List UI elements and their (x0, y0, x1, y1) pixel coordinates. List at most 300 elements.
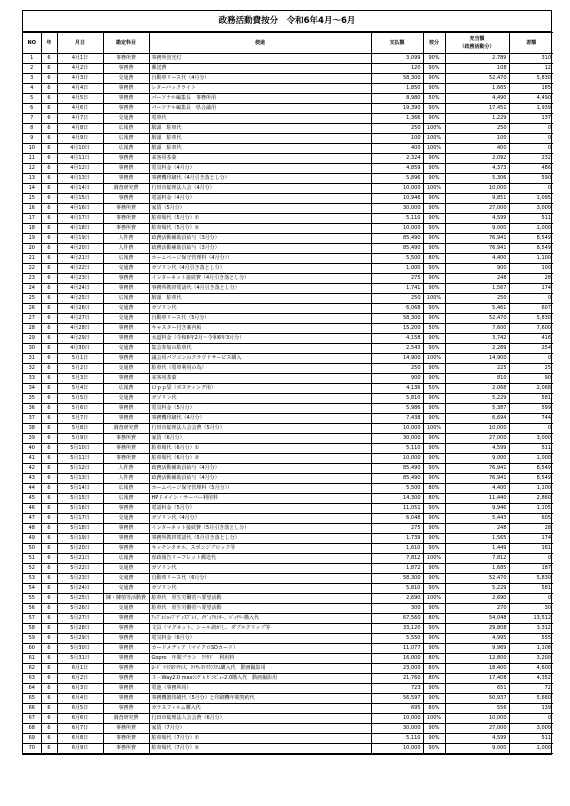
cell-date: 4月3日 (57, 74, 103, 84)
cell-amount: 4,158 (371, 334, 423, 344)
table-row (23, 444, 553, 454)
cell-amount: 10,946 (371, 194, 423, 204)
cell-difference: 4,490 (509, 94, 553, 104)
cell-account: 事務費 (103, 354, 149, 364)
cell-year: 6 (41, 154, 57, 164)
cell-purpose: 政務活動補助員給与（3月分） (149, 244, 371, 254)
cell-allocated: 4,490 (445, 94, 509, 104)
cell-allocated: 27,000 (445, 724, 509, 734)
cell-allocated: 4,599 (445, 734, 509, 744)
cell-allocated: 17,451 (445, 104, 509, 114)
cell-difference: 0 (509, 424, 553, 434)
cell-date: 6月8日 (57, 734, 103, 744)
cell-amount: 2,324 (371, 154, 423, 164)
cell-year: 6 (41, 274, 57, 284)
cell-purpose: インターネット接続費（4月引き落とし分） (149, 274, 371, 284)
cell-year: 6 (41, 484, 57, 494)
cell-allocated: 5,306 (445, 174, 509, 184)
table-row (23, 324, 553, 334)
cell-purpose: ガラスフィルム購入代 (149, 704, 371, 714)
cell-ratio: 90% (423, 604, 445, 614)
cell-ratio: 90% (423, 584, 445, 594)
table-row (23, 504, 553, 514)
cell-date: 5月30日 (57, 644, 103, 654)
cell-allocated: 76,941 (445, 474, 509, 484)
cell-year: 6 (41, 644, 57, 654)
cell-ratio: 90% (423, 74, 445, 84)
cell-no: 54 (23, 584, 41, 594)
cell-no: 33 (23, 374, 41, 384)
cell-no: 35 (23, 394, 41, 404)
cell-no: 56 (23, 604, 41, 614)
cell-amount: 10,000 (371, 424, 423, 434)
cell-purpose: 郵送費 (149, 64, 371, 74)
cell-purpose: ガソリン代 (149, 564, 371, 574)
cell-allocated: 29,808 (445, 624, 509, 634)
cell-difference: 1,100 (509, 254, 553, 264)
cell-no: 34 (23, 384, 41, 394)
cell-difference: 5,830 (509, 314, 553, 324)
cell-amount: 1,850 (371, 84, 423, 94)
cell-purpose: ガソリン代（4月分） (149, 514, 371, 524)
table-row (23, 224, 553, 234)
cell-no: 38 (23, 424, 41, 434)
cell-ratio: 90% (423, 214, 445, 224)
cell-ratio: 90% (423, 634, 445, 644)
cell-allocated: 556 (445, 704, 509, 714)
cell-purpose: HPドメイン・サーバー利用料 (149, 494, 371, 504)
cell-purpose: 行田市総理法人会会費（5月分） (149, 424, 371, 434)
cell-amount: 250 (371, 124, 423, 134)
table-row (23, 484, 553, 494)
table-row (23, 314, 553, 324)
cell-ratio: 80% (423, 614, 445, 624)
cell-account: 交通費 (103, 584, 149, 594)
cell-year: 6 (41, 564, 57, 574)
cell-ratio: 100% (423, 184, 445, 194)
table-row (23, 434, 553, 444)
cell-ratio: 100% (423, 424, 445, 434)
cell-ratio: 100% (423, 144, 445, 154)
cell-difference: 139 (509, 704, 553, 714)
cell-difference: 28 (509, 274, 553, 284)
cell-purpose: 駅頭 駐車代 (149, 294, 371, 304)
cell-difference: 137 (509, 114, 553, 124)
cell-purpose: カードメディア（マイクロSDカード） (149, 644, 371, 654)
cell-amount: 33,120 (371, 624, 423, 634)
cell-account: 事務所費 (103, 224, 149, 234)
cell-ratio: 90% (423, 84, 445, 94)
cell-difference: 0 (509, 354, 553, 364)
cell-ratio: 100% (423, 134, 445, 144)
cell-difference: 1,108 (509, 644, 553, 654)
cell-difference: 161 (509, 544, 553, 554)
cell-amount: 5,550 (371, 634, 423, 644)
cell-year: 6 (41, 414, 57, 424)
cell-ratio: 80% (423, 704, 445, 714)
cell-difference: 744 (509, 414, 553, 424)
cell-ratio: 90% (423, 344, 445, 354)
table-row (23, 284, 553, 294)
col-header-purpose: 使途 (149, 33, 371, 54)
cell-ratio: 90% (423, 624, 445, 634)
cell-year: 6 (41, 744, 57, 754)
cell-year: 6 (41, 354, 57, 364)
cell-year: 6 (41, 144, 57, 154)
cell-amount: 21,760 (371, 674, 423, 684)
cell-allocated: 400 (445, 144, 509, 154)
cell-year: 6 (41, 314, 57, 324)
cell-account: 事務所費 (103, 454, 149, 464)
cell-allocated: 27,000 (445, 204, 509, 214)
cell-purpose: 政務活動補助員給与（4月分） (149, 464, 371, 474)
cell-amount: 5,810 (371, 394, 423, 404)
cell-amount: 300 (371, 604, 423, 614)
cell-purpose: 電気料金（5月分） (149, 404, 371, 414)
cell-no: 28 (23, 324, 41, 334)
cell-amount: 2,690 (371, 594, 423, 604)
cell-allocated: 3,742 (445, 334, 509, 344)
table-row (23, 644, 553, 654)
cell-account: 事務費 (103, 404, 149, 414)
cell-allocated: 4,995 (445, 634, 509, 644)
cell-date: 6月6日 (57, 714, 103, 724)
cell-year: 6 (41, 64, 57, 74)
cell-amount: 5,500 (371, 254, 423, 264)
cell-no: 23 (23, 274, 41, 284)
cell-difference: 310 (509, 54, 553, 64)
cell-difference: 1,939 (509, 104, 553, 114)
cell-amount: 8,980 (371, 94, 423, 104)
cell-no: 50 (23, 544, 41, 554)
cell-difference: 581 (509, 394, 553, 404)
cell-allocated: 100 (445, 134, 509, 144)
cell-no: 48 (23, 524, 41, 534)
cell-difference: 3,000 (509, 434, 553, 444)
cell-no: 16 (23, 204, 41, 214)
cell-difference: 3,000 (509, 724, 553, 734)
table-row (23, 334, 553, 344)
cell-allocated: 1,665 (445, 84, 509, 94)
cell-no: 17 (23, 214, 41, 224)
cell-date: 5月10日 (57, 444, 103, 454)
table-row (23, 374, 553, 384)
table-row (23, 144, 553, 154)
cell-ratio: 90% (423, 104, 445, 114)
cell-account: 事務費 (103, 164, 149, 174)
cell-year: 6 (41, 734, 57, 744)
cell-purpose: 駐車場代（7月分）① (149, 734, 371, 744)
cell-year: 6 (41, 604, 57, 614)
cell-date: 5月2日 (57, 364, 103, 374)
cell-allocated: 2,289 (445, 344, 509, 354)
cell-purpose: 自動車リース代（6月分） (149, 574, 371, 584)
cell-year: 6 (41, 704, 57, 714)
cell-purpose: 電話料金（5月分） (149, 504, 371, 514)
cell-no: 6 (23, 104, 41, 114)
cell-account: 事務費 (103, 334, 149, 344)
table-row (23, 404, 553, 414)
cell-purpose: 自動車リース代（5月分） (149, 314, 371, 324)
cell-no: 59 (23, 634, 41, 644)
cell-ratio: 80% (423, 484, 445, 494)
cell-date: 6月4日 (57, 694, 103, 704)
cell-purpose: 家賃（6月分） (149, 434, 371, 444)
cell-allocated: 54,048 (445, 614, 509, 624)
cell-purpose: 電気料金（6月分） (149, 634, 371, 644)
cell-purpose: 家賃（7月分） (149, 724, 371, 734)
table-row (23, 264, 553, 274)
cell-allocated: 1,685 (445, 564, 509, 574)
cell-amount: 7,438 (371, 414, 423, 424)
cell-ratio: 90% (423, 334, 445, 344)
cell-year: 6 (41, 614, 57, 624)
cell-account: 事務費 (103, 324, 149, 334)
cell-no: 4 (23, 84, 41, 94)
table-row (23, 204, 553, 214)
cell-difference: 232 (509, 154, 553, 164)
cell-year: 6 (41, 454, 57, 464)
cell-ratio: 90% (423, 204, 445, 214)
cell-date: 5月20日 (57, 544, 103, 554)
cell-ratio: 90% (423, 304, 445, 314)
cell-difference: 0 (509, 134, 553, 144)
cell-amount: 6,048 (371, 514, 423, 524)
col-header-allocated: 充当額 （政務活動分） (445, 33, 509, 54)
cell-no: 10 (23, 144, 41, 154)
cell-no: 63 (23, 674, 41, 684)
cell-allocated: 10,000 (445, 424, 509, 434)
cell-account: 交通費 (103, 364, 149, 374)
cell-no: 70 (23, 744, 41, 754)
cell-difference: 607 (509, 304, 553, 314)
sheet-title: 政務活動費按分 令和6年4月～6月 (23, 11, 551, 32)
cell-date: 4月29日 (57, 334, 103, 344)
cell-no: 40 (23, 444, 41, 454)
table-row (23, 274, 553, 284)
cell-ratio: 90% (423, 574, 445, 584)
cell-no: 47 (23, 514, 41, 524)
cell-no: 69 (23, 734, 41, 744)
cell-amount: 14,300 (371, 494, 423, 504)
cell-account: 交通費 (103, 114, 149, 124)
cell-year: 6 (41, 124, 57, 134)
cell-allocated: 2,068 (445, 384, 509, 394)
expense-sheet (22, 10, 552, 755)
cell-account: 事務費 (103, 414, 149, 424)
cell-allocated: 14,900 (445, 354, 509, 364)
cell-ratio: 100% (423, 714, 445, 724)
cell-amount: 5,810 (371, 584, 423, 594)
cell-difference: 590 (509, 174, 553, 184)
table-row (23, 124, 553, 134)
table-row (23, 574, 553, 584)
cell-date: 4月24日 (57, 284, 103, 294)
table-row (23, 344, 553, 354)
cell-amount: 100 (371, 134, 423, 144)
table-row (23, 624, 553, 634)
cell-difference: 7,600 (509, 324, 553, 334)
cell-account: 交通費 (103, 394, 149, 404)
table-row (23, 724, 553, 734)
cell-difference: 0 (509, 594, 553, 604)
cell-account: 交通費 (103, 304, 149, 314)
cell-difference: 254 (509, 344, 553, 354)
cell-ratio: 100% (423, 124, 445, 134)
table-row (23, 364, 553, 374)
cell-difference: 3,000 (509, 204, 553, 214)
cell-account: 人件費 (103, 474, 149, 484)
cell-purpose: 駐車代（電車利用の為） (149, 364, 371, 374)
cell-amount: 1,366 (371, 114, 423, 124)
cell-no: 68 (23, 724, 41, 734)
cell-account: 交通費 (103, 574, 149, 584)
cell-ratio: 90% (423, 234, 445, 244)
cell-account: 事務費 (103, 154, 149, 164)
table-row (23, 134, 553, 144)
table-row (23, 294, 553, 304)
cell-date: 4月12日 (57, 164, 103, 174)
cell-ratio: 80% (423, 494, 445, 504)
cell-allocated: 225 (445, 364, 509, 374)
cell-year: 6 (41, 244, 57, 254)
cell-allocated: 10,000 (445, 184, 509, 194)
cell-no: 8 (23, 124, 41, 134)
table-row (23, 614, 553, 624)
cell-allocated: 5,229 (445, 584, 509, 594)
cell-no: 46 (23, 504, 41, 514)
cell-ratio: 90% (423, 194, 445, 204)
cell-difference: 174 (509, 284, 553, 294)
cell-ratio: 90% (423, 724, 445, 734)
cell-date: 4月27日 (57, 314, 103, 324)
cell-purpose: 事務機印刷代（4月引き落とし分） (149, 174, 371, 184)
cell-amount: 11,051 (371, 504, 423, 514)
table-row (23, 594, 553, 604)
cell-difference: 555 (509, 634, 553, 644)
cell-ratio: 90% (423, 374, 445, 384)
cell-allocated: 250 (445, 124, 509, 134)
cell-account: 事務費 (103, 504, 149, 514)
cell-allocated: 1,565 (445, 534, 509, 544)
cell-no: 25 (23, 294, 41, 304)
cell-year: 6 (41, 194, 57, 204)
cell-amount: 30,000 (371, 724, 423, 734)
cell-amount: 250 (371, 364, 423, 374)
cell-date: 4月7日 (57, 114, 103, 124)
cell-purpose: ガソリン代 (149, 584, 371, 594)
cell-year: 6 (41, 584, 57, 594)
cell-purpose: ガソリン代 (149, 304, 371, 314)
cell-difference: 8,549 (509, 464, 553, 474)
cell-allocated: 810 (445, 374, 509, 384)
cell-difference: 4,600 (509, 664, 553, 674)
cell-allocated: 9,851 (445, 194, 509, 204)
cell-purpose: 県政報告リーフレット郵送代 (149, 554, 371, 564)
cell-allocated: 4,400 (445, 254, 509, 264)
cell-purpose: パーソナル編集長 県会議用 (149, 104, 371, 114)
cell-amount: 5,110 (371, 214, 423, 224)
cell-no: 1 (23, 54, 41, 64)
cell-account: 事務費 (103, 704, 149, 714)
cell-account: 事務費 (103, 374, 149, 384)
cell-purpose: 事務所蛍光灯 (149, 54, 371, 64)
cell-ratio: 50% (423, 94, 445, 104)
cell-date: 5月17日 (57, 514, 103, 524)
table-row (23, 564, 553, 574)
table-row (23, 194, 553, 204)
cell-account: 交通費 (103, 564, 149, 574)
cell-purpose: レターパックライト (149, 84, 371, 94)
cell-allocated: 5,229 (445, 394, 509, 404)
cell-amount: 23,000 (371, 664, 423, 674)
cell-allocated: 108 (445, 64, 509, 74)
table-row (23, 154, 553, 164)
cell-ratio: 80% (423, 654, 445, 664)
cell-amount: 2,543 (371, 344, 423, 354)
cell-difference: 0 (509, 124, 553, 134)
cell-date: 4月8日 (57, 124, 103, 134)
cell-year: 6 (41, 474, 57, 484)
cell-purpose: 議会用パソコンのクラウドサービス購入 (149, 354, 371, 364)
cell-no: 29 (23, 334, 41, 344)
cell-purpose: ガソリン代（4月引き落とし分） (149, 264, 371, 274)
cell-difference: 4,352 (509, 674, 553, 684)
cell-no: 26 (23, 304, 41, 314)
cell-no: 41 (23, 454, 41, 464)
table-row (23, 114, 553, 124)
cell-difference: 511 (509, 734, 553, 744)
cell-year: 6 (41, 504, 57, 514)
cell-allocated: 248 (445, 274, 509, 284)
cell-difference: 581 (509, 584, 553, 594)
cell-difference: 12 (509, 64, 553, 74)
cell-year: 6 (41, 324, 57, 334)
cell-account: 事務費 (103, 624, 149, 634)
cell-date: 5月14日 (57, 484, 103, 494)
cell-ratio: 100% (423, 554, 445, 564)
cell-allocated: 1,229 (445, 114, 509, 124)
cell-no: 3 (23, 74, 41, 84)
cell-amount: 10,000 (371, 224, 423, 234)
cell-date: 4月18日 (57, 224, 103, 234)
cell-year: 6 (41, 234, 57, 244)
cell-purpose: 政務活動補助員給与（4月分） (149, 474, 371, 484)
cell-ratio: 100% (423, 594, 445, 604)
cell-account: 交通費 (103, 264, 149, 274)
cell-amount: 10,000 (371, 454, 423, 464)
cell-date: 4月9日 (57, 134, 103, 144)
cell-difference: 5,830 (509, 74, 553, 84)
cell-amount: 30,000 (371, 204, 423, 214)
cell-amount: 400 (371, 144, 423, 154)
cell-difference: 5,660 (509, 694, 553, 704)
cell-date: 5月22日 (57, 564, 103, 574)
cell-amount: 5,896 (371, 174, 423, 184)
cell-date: 4月19日 (57, 234, 103, 244)
cell-difference: 416 (509, 334, 553, 344)
cell-difference: 8,549 (509, 474, 553, 484)
cell-amount: 85,490 (371, 474, 423, 484)
cell-account: 交通費 (103, 74, 149, 84)
cell-ratio: 50% (423, 324, 445, 334)
cell-year: 6 (41, 674, 57, 684)
cell-date: 4月14日 (57, 184, 103, 194)
cell-amount: 3,099 (371, 54, 423, 64)
table-row (23, 164, 553, 174)
table-row (23, 394, 553, 404)
cell-year: 6 (41, 94, 57, 104)
